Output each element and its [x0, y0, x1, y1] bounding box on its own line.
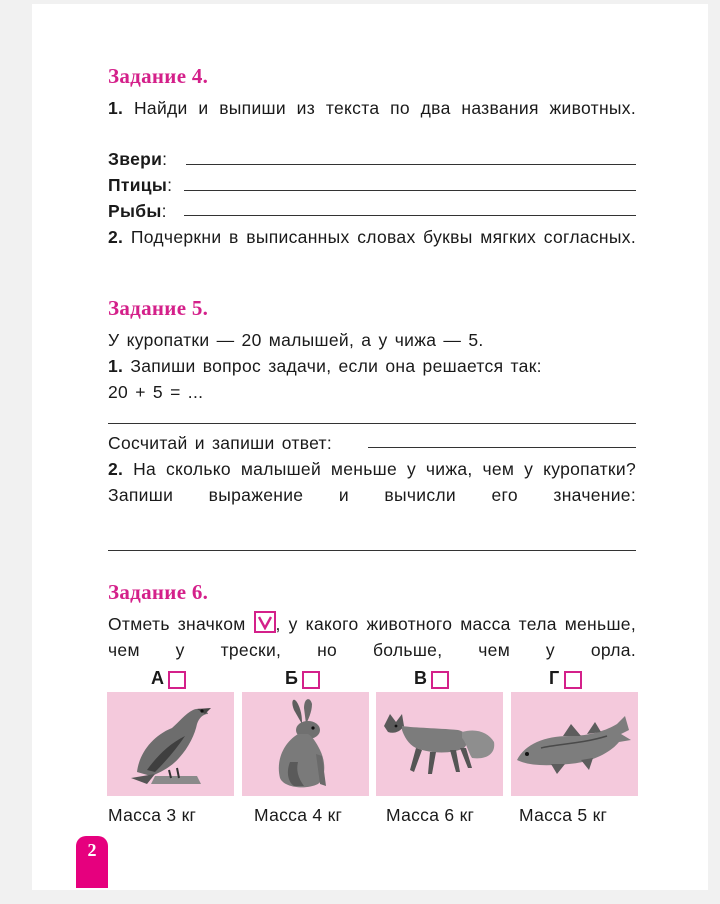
label-birds: Птицы:: [108, 175, 173, 195]
cod-card: [511, 692, 638, 796]
eagle-card: [107, 692, 234, 796]
page-number-tab: [76, 836, 108, 888]
page-number: 2: [87, 840, 97, 860]
task5-intro: У куропатки — 20 малышей, а у чижа — 5.: [108, 330, 484, 350]
option-b-label: Б: [285, 668, 320, 689]
task4-item2: [108, 224, 636, 250]
task4-item2-number: 2.: [108, 227, 124, 247]
answer-line-beasts[interactable]: [186, 164, 636, 165]
mass-eagle: Масса 3 кг: [108, 805, 197, 825]
option-v-checkbox[interactable]: [431, 671, 449, 689]
task5-item1-number: 1.: [108, 356, 124, 376]
hare-icon: [242, 692, 369, 796]
answer-line-question[interactable]: [108, 423, 636, 424]
option-a-label: А: [151, 668, 186, 689]
eagle-icon: [107, 692, 234, 796]
task4-item1-text: Найди и выпиши из текста по два названия животных.: [133, 98, 636, 118]
task5-item2: [108, 456, 636, 508]
answer-line-answer[interactable]: [368, 447, 636, 448]
task5-item1: [108, 353, 542, 379]
task4-item2-text: Подчеркни в выписанных словах буквы мягких согласных.: [130, 227, 636, 247]
checkmark-sample-icon: [254, 611, 276, 633]
option-g-label: Г: [549, 668, 582, 689]
task6-text: Отметь значком , у какого животного масса тела меньше, чем у трески, но больше, чем у орла.: [108, 611, 636, 663]
label-fish: Рыбы:: [108, 201, 167, 221]
fox-icon: [376, 692, 503, 796]
answer-line-fish[interactable]: [184, 215, 636, 216]
task5-item2-number: 2.: [108, 459, 124, 479]
task4-item1-number: 1.: [108, 98, 124, 118]
answer-line-birds[interactable]: [184, 190, 636, 191]
option-v-label: В: [414, 668, 449, 689]
fox-card: [376, 692, 503, 796]
task5-item2-text: На сколько малышей меньше у чижа, чем у куропатки? Запиши выражение и вычисли его значение:: [108, 459, 636, 505]
option-a-checkbox[interactable]: [168, 671, 186, 689]
task5-answer-label: Сосчитай и запиши ответ:: [108, 433, 333, 453]
option-g-checkbox[interactable]: [564, 671, 582, 689]
hare-card: [242, 692, 369, 796]
mass-cod: Масса 5 кг: [519, 805, 608, 825]
task6-title: Задание 6.: [108, 580, 209, 604]
option-b-checkbox[interactable]: [302, 671, 320, 689]
cod-icon: [511, 692, 638, 796]
task5-title: Задание 5.: [108, 296, 209, 320]
label-beasts: Звери:: [108, 149, 168, 169]
mass-hare: Масса 4 кг: [254, 805, 343, 825]
task5-expression: 20 + 5 = ...: [108, 382, 204, 402]
task5-item1-text: Запиши вопрос задачи, если она решается так:: [130, 356, 542, 376]
mass-fox: Масса 6 кг: [386, 805, 475, 825]
task4-item1: [108, 95, 636, 121]
answer-line-expression[interactable]: [108, 550, 636, 551]
task4-title: Задание 4.: [108, 64, 209, 88]
